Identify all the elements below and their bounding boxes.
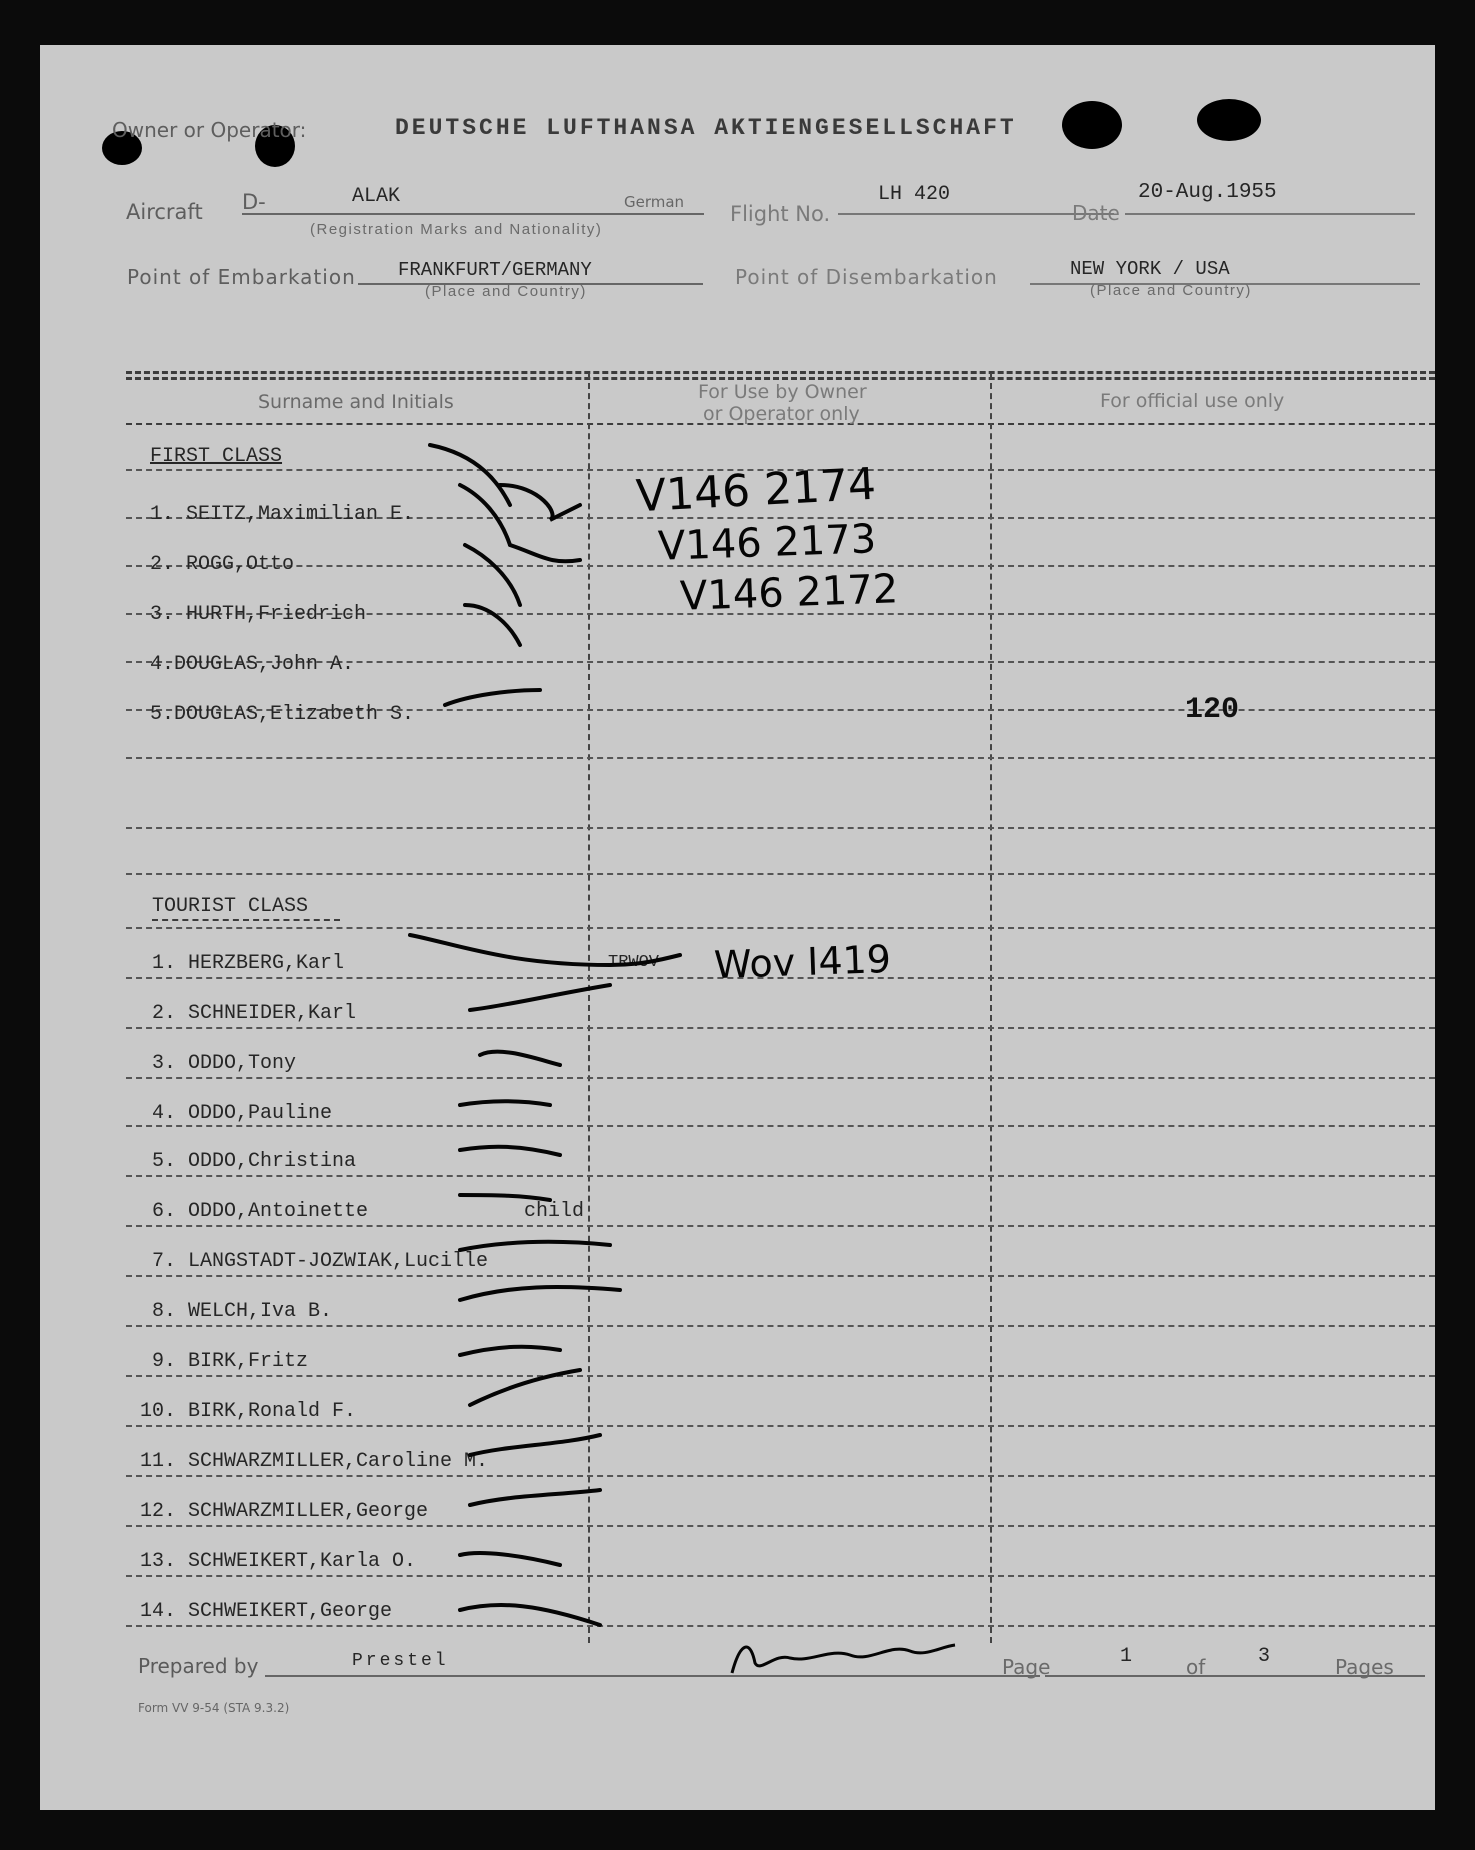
operator-note: TRWOV (608, 953, 660, 972)
prepared-value: Prestel (352, 1651, 449, 1671)
embarkation-label: Point of Embarkation (127, 265, 356, 289)
passenger-name: 8. WELCH,Iva B. (152, 1300, 333, 1323)
passenger-name: 13. SCHWEIKERT,Karla O. (140, 1550, 417, 1573)
disembarkation-value: NEW YORK / USA (1070, 258, 1230, 280)
aircraft-prefix: D- (242, 190, 266, 214)
passenger-name: 1. SEITZ,Maximilian E. (150, 503, 415, 526)
aircraft-label: Aircraft (126, 200, 203, 224)
column-header-owner-use-2: or Operator only (703, 403, 860, 425)
total-pages-value: 3 (1258, 1645, 1271, 1668)
passenger-name: 6. ODDO,Antoinette (152, 1200, 369, 1223)
passenger-name: 9. BIRK,Fritz (152, 1350, 309, 1373)
passenger-name: 10. BIRK,Ronald F. (140, 1400, 357, 1423)
column-header-official: For official use only (1100, 390, 1285, 412)
date-label: Date (1072, 201, 1120, 225)
form-id: Form VV 9-54 (STA 9.3.2) (138, 1701, 290, 1715)
passenger-name: 3. HURTH,Friedrich (150, 603, 367, 626)
child-note: child (524, 1200, 585, 1223)
disembarkation-label: Point of Disembarkation (735, 265, 998, 289)
owner-label: Owner or Operator: (112, 118, 307, 142)
passenger-name: 5.DOUGLAS,Elizabeth S. (150, 703, 415, 726)
column-header-owner-use: For Use by Owner (698, 381, 867, 403)
manifest-page (40, 45, 1435, 1810)
owner-value: DEUTSCHE LUFTHANSA AKTIENGESELLSCHAFT (395, 115, 1017, 141)
passenger-name: 7. LANGSTADT-JOZWIAK,Lucille (152, 1250, 489, 1273)
handwritten-ticket-number: V146 2172 (679, 566, 899, 620)
passenger-name: 2. SCHNEIDER,Karl (152, 1002, 357, 1025)
passenger-name: 12. SCHWARZMILLER,George (140, 1500, 429, 1523)
passenger-name: 4. ODDO,Pauline (152, 1102, 333, 1125)
passenger-name: 5. ODDO,Christina (152, 1150, 357, 1173)
pages-label: Pages (1335, 1655, 1394, 1679)
aircraft-caption: (Registration Marks and Nationality) (310, 221, 603, 238)
of-label: of (1186, 1655, 1206, 1679)
column-header-surname: Surname and Initials (258, 391, 454, 413)
passenger-name: 4.DOUGLAS,John A. (150, 653, 355, 676)
passenger-name: 14. SCHWEIKERT,George (140, 1600, 393, 1623)
handwritten-note: Wov I419 (713, 936, 892, 988)
signature (720, 1633, 980, 1683)
page-underline (1045, 1675, 1425, 1677)
official-note: 120 (1185, 693, 1240, 727)
prepared-label: Prepared by (138, 1654, 259, 1678)
flight-label: Flight No. (730, 202, 831, 226)
handwritten-ticket-number: V146 2173 (657, 516, 877, 570)
aircraft-nationality: German (624, 193, 685, 211)
passenger-name: 2. ROGG,Otto (150, 553, 295, 576)
first-class-title: FIRST CLASS (150, 445, 283, 468)
flight-value: LH 420 (878, 183, 951, 206)
embarkation-caption: (Place and Country) (425, 283, 587, 300)
passenger-name: 1. HERZBERG,Karl (152, 952, 345, 975)
page-label: Page (1002, 1655, 1051, 1679)
page-value: 1 (1120, 1645, 1133, 1668)
handwritten-ticket-number: V146 2174 (634, 458, 878, 523)
passenger-name: 11. SCHWARZMILLER,Caroline M. (140, 1450, 489, 1473)
embarkation-value: FRANKFURT/GERMANY (398, 259, 592, 281)
tourist-class-title: TOURIST CLASS (152, 895, 309, 918)
disembarkation-caption: (Place and Country) (1090, 282, 1252, 299)
date-value: 20-Aug.1955 (1138, 181, 1277, 204)
aircraft-value: ALAK (352, 185, 401, 208)
handwritten-check-marks (40, 45, 1435, 1810)
passenger-name: 3. ODDO,Tony (152, 1052, 297, 1075)
